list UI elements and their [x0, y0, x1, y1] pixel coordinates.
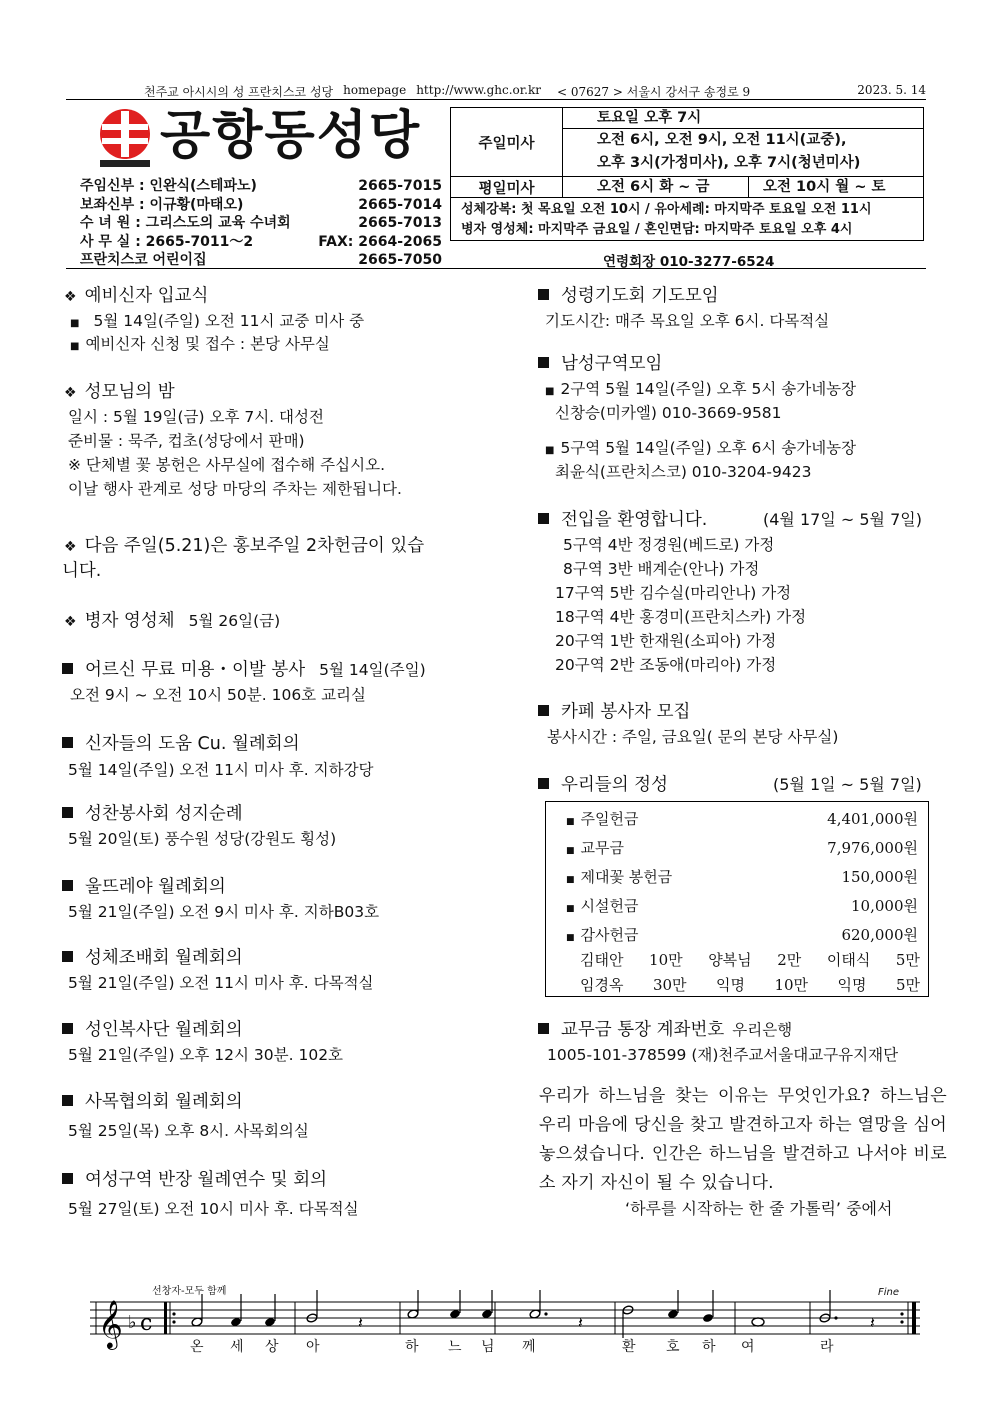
- section-title: 카페 봉사자 모집: [561, 702, 691, 722]
- square-bullet-icon: ■: [70, 318, 80, 329]
- mass-schedule-box: [450, 107, 924, 241]
- square-bullet-icon: ■: [545, 445, 555, 456]
- list-item: 20구역 2반 조동애(마리아) 가정: [555, 656, 777, 674]
- offering-table: [545, 801, 929, 997]
- svg-text:𝄽: 𝄽: [578, 1313, 583, 1332]
- square-bullet-icon: [62, 663, 73, 674]
- table-row: ■ 교무금 7,976,000원: [566, 839, 918, 857]
- sunday-mass-saturday: 토요일 오후 7시: [563, 108, 923, 129]
- section-women-leaders: [62, 1166, 327, 1191]
- section-cu-meeting: [62, 730, 300, 755]
- svg-text:♭: ♭: [128, 1312, 137, 1333]
- lyric-syllable: 라: [820, 1339, 835, 1355]
- church-title: 공항동성당: [160, 106, 422, 166]
- header-address: < 07627 > 서울시 강서구 송정로 9: [557, 85, 751, 99]
- text-line: 오전 9시 ~ 오전 10시 50분. 106호 교리실: [70, 686, 366, 704]
- section-title: 교무금 통장 계좌번호: [561, 1020, 725, 1040]
- diamond-bullet-icon: ❖: [64, 289, 77, 305]
- staff-row: [80, 251, 442, 270]
- staff-row: [80, 233, 442, 252]
- section-title: 병자 영성체: [84, 611, 175, 631]
- section-welcome: [538, 506, 707, 531]
- table-row: ■ 제대꽃 봉헌금 150,000원: [566, 868, 918, 886]
- sacrament-note: 병자 영성체: 마지막주 금요일 / 혼인면담: 마지막주 토요일 오후 4시: [461, 222, 853, 237]
- staff-phone: 2665-7050: [358, 252, 442, 268]
- section-adoration: [62, 944, 243, 969]
- section-cafe-volunteer: [538, 698, 690, 723]
- square-bullet-icon: [538, 778, 549, 789]
- list-item: 17구역 5반 김수실(마리안나) 가정: [555, 584, 792, 602]
- sunday-mass-times: [563, 108, 923, 177]
- section-title: 예비신자 입교식: [84, 286, 209, 306]
- sunday-mass-label: 주일미사: [451, 108, 563, 177]
- list-item: 20구역 1반 한재원(소피아) 가정: [555, 632, 777, 650]
- section-haircut-service: 어르신 무료 미용・이발 봉사 5월 14일(주일): [62, 656, 426, 681]
- text-line: 이날 행사 관계로 성당 마당의 주차는 제한됩니다.: [68, 480, 402, 498]
- svg-text:𝄽: 𝄽: [358, 1313, 363, 1332]
- staff-role: 보좌신부 : 이규황(마태오): [80, 196, 244, 213]
- section-altar-servers: [62, 1016, 243, 1041]
- staff-role: 주임신부 : 인완식(스테파노): [80, 178, 257, 194]
- square-bullet-icon: [62, 951, 73, 962]
- section-title: 전입을 환영합니다.: [561, 510, 708, 530]
- svg-text:c: c: [140, 1311, 153, 1336]
- music-staff: [90, 1290, 920, 1370]
- section-title: 성찬봉사회 성지순례: [85, 804, 243, 824]
- section-title: 성모님의 밤: [84, 382, 175, 402]
- diamond-bullet-icon: ❖: [64, 385, 77, 401]
- text-line: 니다.: [62, 561, 102, 581]
- text-line: 준비물 : 묵주, 컵초(성당에서 판매): [68, 432, 305, 450]
- square-bullet-icon: [538, 513, 549, 524]
- section-title: 성인복사단 월례회의: [85, 1020, 243, 1040]
- square-bullet-icon: [538, 1023, 549, 1034]
- section-ultreya: [62, 873, 226, 898]
- text-line: ■ 예비신자 신청 및 접수 : 본당 사무실: [70, 335, 330, 353]
- section-title: 울뜨레야 월례회의: [85, 877, 226, 897]
- square-bullet-icon: [538, 705, 549, 716]
- section-title: 사목협의회 월례회의: [85, 1092, 243, 1112]
- section-pilgrimage: [62, 800, 243, 825]
- square-bullet-icon: ■: [545, 386, 555, 397]
- staff-phone: 2665-7013: [358, 215, 442, 231]
- text-line: ■ 2구역 5월 14일(주일) 오후 5시 송가네농장: [545, 380, 857, 398]
- square-bullet-icon: [62, 737, 73, 748]
- welcome-period: (4월 17일 ~ 5월 7일): [763, 510, 922, 529]
- section-pastoral-council: [62, 1088, 243, 1113]
- text-line: 기도시간: 매주 목요일 오후 6시. 다목적실: [545, 312, 830, 330]
- lyric-syllable: 아: [306, 1339, 321, 1355]
- offering-period: (5월 1일 ~ 5월 7일): [773, 775, 922, 794]
- text-line: 5월 25일(목) 오후 8시. 사목회의실: [68, 1122, 309, 1140]
- lyric-syllable: 하: [405, 1339, 420, 1355]
- text-line: ■ 5월 14일(주일) 오전 11시 교중 미사 중: [70, 312, 365, 330]
- section-sick-communion: ❖ 병자 영성체 5월 26일(금): [64, 611, 281, 631]
- section-title: 성체조배회 월례회의: [85, 948, 243, 968]
- header-date: 2023. 5. 14: [857, 83, 926, 97]
- bank-account-number: 1005-101-378599 (재)천주교서울대교구유지재단: [547, 1046, 899, 1064]
- text-line: 5월 21일(주일) 오후 12시 30분. 102호: [68, 1046, 344, 1064]
- square-bullet-icon: [62, 807, 73, 818]
- treble-clef-icon: 𝄞: [98, 1299, 123, 1348]
- section-title: 우리들의 정성: [561, 775, 668, 795]
- staff-row: [80, 214, 442, 233]
- staff-role: 프란치스코 어린이집: [80, 252, 207, 268]
- staff-role: 사 무 실 : 2665-7011～2: [80, 233, 254, 250]
- text-line: ※ 단체별 꽃 봉헌은 사무실에 접수해 주십시오.: [68, 456, 385, 474]
- section-title: 어르신 무료 미용・이발 봉사: [85, 660, 306, 680]
- text-line: 5월 20일(토) 풍수원 성당(강원도 횡성): [68, 830, 337, 848]
- header-line: [66, 83, 926, 100]
- lyric-syllable: 님: [481, 1339, 496, 1355]
- header-url[interactable]: http://www.ghc.or.kr: [416, 83, 542, 97]
- list-item: 8구역 3반 배계순(안나) 가정: [563, 560, 760, 578]
- svg-text:𝄽: 𝄽: [870, 1313, 875, 1332]
- text-line: 5월 21일(주일) 오전 9시 미사 후. 지하B03호: [68, 903, 380, 921]
- table-row: ■ 시설헌금 10,000원: [566, 897, 918, 915]
- staff-phone: 2665-7015: [358, 178, 442, 194]
- section-title: 여성구역 반장 월례연수 및 회의: [85, 1170, 328, 1190]
- header-homepage-label: homepage: [343, 83, 407, 97]
- section-offerings: [538, 771, 668, 796]
- list-item: 18구역 4반 홍경미(프란치스카) 가정: [555, 608, 807, 626]
- music-fine: Fine: [878, 1287, 900, 1298]
- text-line: 5월 21일(주일) 오전 11시 미사 후. 다목적실: [68, 974, 374, 992]
- square-bullet-icon: [62, 1023, 73, 1034]
- table-row: ■ 주일헌금 4,401,000원: [566, 810, 918, 828]
- section-prayer-meeting: [538, 282, 719, 307]
- staff-role: 수 녀 원 : 그리스도의 교육 수녀회: [80, 215, 291, 231]
- sacrament-note: 성체강복: 첫 목요일 오전 10시 / 유아세례: 마지막주 토요일 오전 11시: [461, 202, 872, 217]
- lyric-syllable: 느: [448, 1339, 463, 1355]
- staff-row: [80, 196, 442, 215]
- square-bullet-icon: [62, 880, 73, 891]
- diamond-bullet-icon: ❖: [64, 539, 77, 555]
- lyric-syllable: 세: [230, 1339, 245, 1355]
- weekday-mass-late: 오전 10시 월 ~ 토: [749, 177, 923, 198]
- lyric-syllable: 여: [741, 1339, 756, 1355]
- section-divider: [66, 268, 926, 269]
- staff-phone: 2665-7014: [358, 196, 442, 213]
- funeral-committee-contact: 연령회장 010-3277-6524: [603, 254, 775, 270]
- sunday-mass-line: 오전 6시, 오전 9시, 오전 11시(교중),: [597, 132, 847, 148]
- section-title: 신자들의 도움 Cu. 월례회의: [85, 734, 300, 754]
- section-men-district: [538, 350, 662, 375]
- weekday-mass-label: 평일미사: [451, 177, 563, 198]
- staff-row: [80, 177, 442, 196]
- section-bank-account: 교무금 통장 계좌번호 우리은행: [538, 1016, 792, 1041]
- text-line: 봉사시간 : 주일, 금요일( 문의 본당 사무실): [547, 728, 839, 746]
- table-row: ■ 감사헌금 620,000원: [566, 926, 918, 944]
- text-line: 5월 27일(토) 오전 10시 미사 후. 다목적실: [68, 1200, 359, 1218]
- quote-source: ‘하루를 시작하는 한 줄 가톨릭’ 중에서: [625, 1199, 893, 1218]
- header-rule: [66, 99, 926, 100]
- section-title: 성령기도회 기도모임: [561, 286, 719, 306]
- header-church: 천주교 아시시의 성 프란치스코 성당: [144, 85, 334, 99]
- square-bullet-icon: [538, 357, 549, 368]
- section-marian-night: [64, 378, 175, 403]
- text-line: 5월 14일(주일) 오전 11시 미사 후. 지하강당: [68, 761, 374, 779]
- section-second-collection: ❖ 다음 주일(5.21)은 홍보주일 2차헌금이 있습: [64, 536, 425, 556]
- lyric-syllable: 상: [265, 1339, 280, 1355]
- section-title: 남성구역모임: [561, 354, 663, 374]
- sunday-mass-line: 오후 3시(가정미사), 오후 7시(청년미사): [597, 155, 861, 171]
- weekday-mass-early: 오전 6시 화 ~ 금: [563, 177, 749, 198]
- lyric-syllable: 환: [622, 1339, 637, 1355]
- square-bullet-icon: [538, 289, 549, 300]
- staff-phone: FAX: 2664-2065: [318, 233, 442, 250]
- gratitude-row: 김태안 10만 양복님 2만 이태식 5만: [580, 951, 920, 969]
- text-line: 최윤식(프란치스코) 010-3204-9423: [555, 463, 812, 481]
- lyric-syllable: 께: [522, 1339, 537, 1355]
- square-bullet-icon: [62, 1173, 73, 1184]
- square-bullet-icon: [62, 1095, 73, 1106]
- section-catechumen: [64, 282, 208, 307]
- text-line: 일시 : 5월 19일(금) 오후 7시. 대성전: [68, 408, 324, 426]
- list-item: 5구역 4반 정경원(베드로) 가정: [563, 536, 775, 554]
- staff-list: [80, 177, 442, 270]
- lyric-syllable: 호: [666, 1339, 681, 1355]
- lyric-syllable: 온: [190, 1339, 205, 1355]
- quote-text: 우리가 하느님을 찾는 이유는 무엇인가요? 하느님은 우리 마음에 당신을 찾고 발견하고자 하는 열망을 심어 놓으셨습니다. 인간은 하느님을 발견하고 나서야 비로소 자기 자신이 될 수 있습니다.: [539, 1086, 947, 1193]
- diamond-bullet-icon: ❖: [64, 614, 77, 630]
- gratitude-row: 임경옥 30만 익명 10만 익명 5만: [580, 976, 920, 994]
- lyric-syllable: 하: [702, 1339, 717, 1355]
- text-line: ■ 5구역 5월 14일(주일) 오후 6시 송가네농장: [545, 439, 857, 457]
- square-bullet-icon: ■: [70, 341, 80, 352]
- music-direction: 선창자-모두 함께: [152, 1286, 227, 1297]
- text-line: 신창승(미카엘) 010-3669-9581: [555, 404, 782, 422]
- church-logo-icon: [96, 108, 154, 168]
